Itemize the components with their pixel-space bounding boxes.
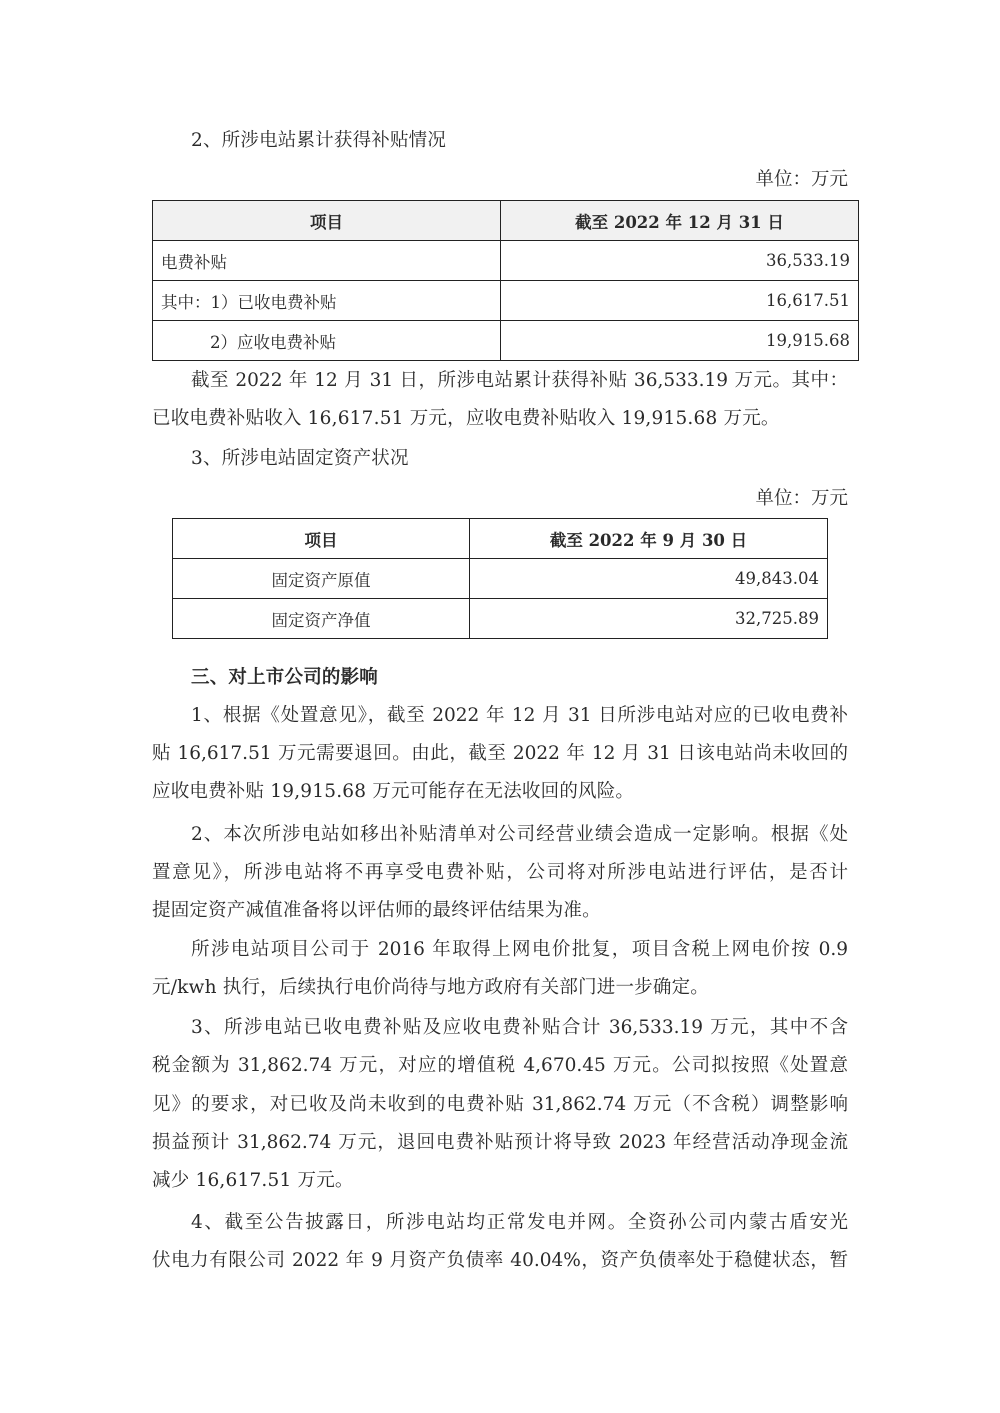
fixed-assets-table [172,518,828,639]
paragraph-line: 税金额为 31,862.74 万元，对应的增值税 4,670.45 万元。公司拟按照《处置意 [152,1055,848,1076]
column-header-item: 项目 [153,201,501,241]
subsidy-table [152,200,859,361]
unit-label: 单位：万元 [755,169,848,190]
row-label: 电费补贴 [153,241,501,281]
column-header-date: 截至 2022 年 12 月 31 日 [501,201,859,241]
unit-label: 单位：万元 [755,488,848,509]
row-value: 49,843.04 [470,559,828,599]
table-row [153,281,859,321]
table-row [153,241,859,281]
paragraph-line: 提固定资产减值准备将以评估师的最终评估结果为准。 [152,900,601,921]
paragraph-line: 应收电费补贴 19,915.68 万元可能存在无法收回的风险。 [152,781,635,802]
paragraph-line: 贴 16,617.51 万元需要退回。由此，截至 2022 年 12 月 31 日该电站尚未收回的 [152,743,848,764]
table-header-row [173,519,828,559]
column-header-item: 项目 [173,519,470,559]
paragraph-line: 见》的要求，对已收及尚未收到的电费补贴 31,862.74 万元（不含税）调整影响 [152,1094,848,1115]
paragraph-line: 元/kwh 执行，后续执行电价尚待与地方政府有关部门进一步确定。 [152,977,709,998]
paragraph-line: 3、所涉电站已收电费补贴及应收电费补贴合计 36,533.19 万元，其中不含 [191,1017,848,1038]
row-value: 19,915.68 [501,321,859,361]
paragraph-line: 伏电力有限公司 2022 年 9 月资产负债率 40.04%，资产负债率处于稳健状态，暂 [152,1250,848,1271]
row-label: 固定资产净值 [173,599,470,639]
paragraph-line: 置意见》，所涉电站将不再享受电费补贴，公司将对所涉电站进行评估，是否计 [152,862,848,883]
row-value: 32,725.89 [470,599,828,639]
table-header-row [153,201,859,241]
row-label: 其中：1）已收电费补贴 [153,281,501,321]
paragraph-line: 截至 2022 年 12 月 31 日，所涉电站累计获得补贴 36,533.19 万元。其中： [191,370,848,391]
paragraph-line: 2、本次所涉电站如移出补贴清单对公司经营业绩会造成一定影响。根据《处 [191,824,848,845]
row-label: 2）应收电费补贴 [153,321,501,361]
section-heading-subsidy: 2、所涉电站累计获得补贴情况 [191,130,447,151]
table-row [153,321,859,361]
section-heading-impact: 三、对上市公司的影响 [191,667,379,688]
column-header-date: 截至 2022 年 9 月 30 日 [470,519,828,559]
row-value: 36,533.19 [501,241,859,281]
paragraph-line: 4、截至公告披露日，所涉电站均正常发电并网。全资孙公司内蒙古盾安光 [191,1212,848,1233]
section-heading-fixed-assets: 3、所涉电站固定资产状况 [191,448,409,469]
paragraph-line: 已收电费补贴收入 16,617.51 万元，应收电费补贴收入 19,915.68 万元。 [152,408,780,429]
row-value: 16,617.51 [501,281,859,321]
paragraph-line: 所涉电站项目公司于 2016 年取得上网电价批复，项目含税上网电价按 0.9 [191,939,848,960]
paragraph-line: 损益预计 31,862.74 万元，退回电费补贴预计将导致 2023 年经营活动净现金流 [152,1132,848,1153]
table-row [173,559,828,599]
paragraph-line: 1、根据《处置意见》，截至 2022 年 12 月 31 日所涉电站对应的已收电费补 [191,705,848,726]
paragraph-line: 减少 16,617.51 万元。 [152,1170,354,1191]
table-row [173,599,828,639]
row-label: 固定资产原值 [173,559,470,599]
